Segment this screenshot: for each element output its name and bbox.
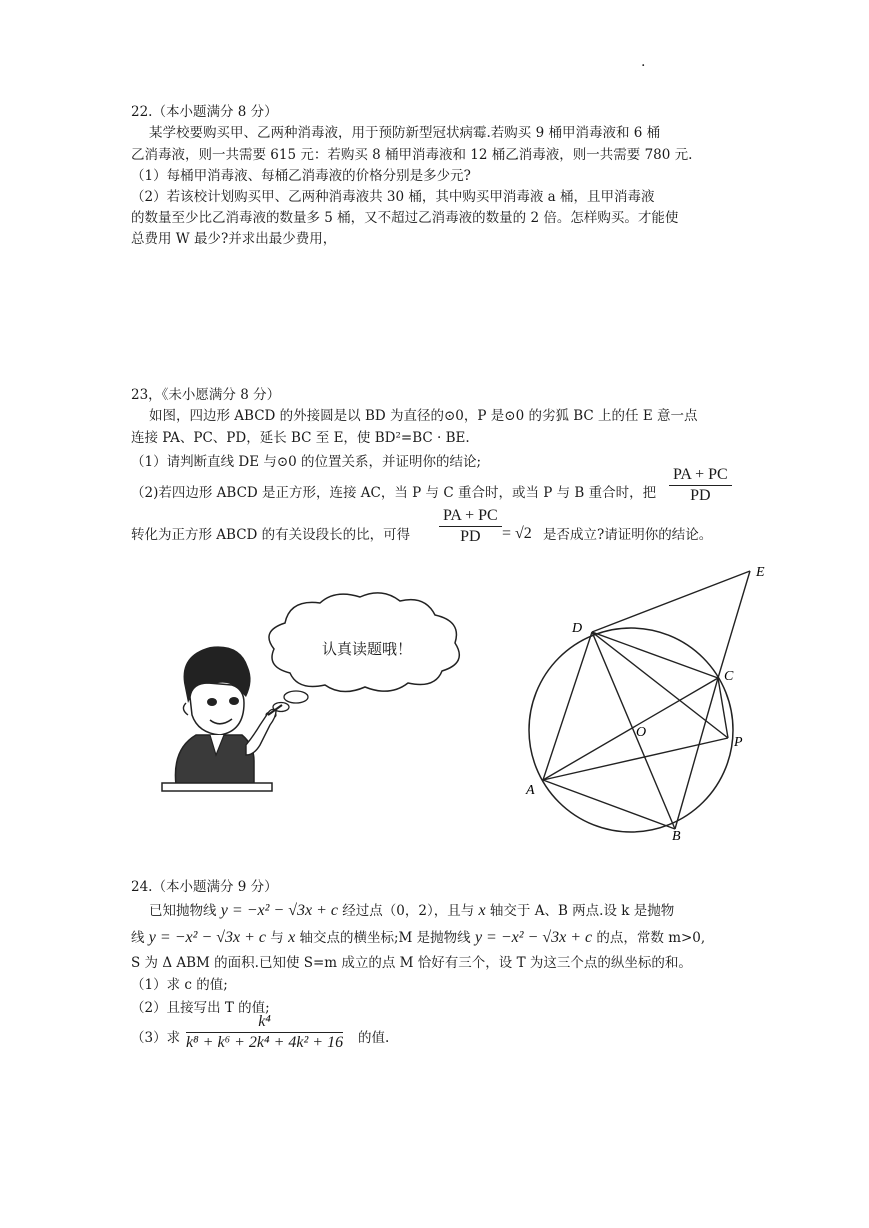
segment-ce bbox=[718, 571, 750, 678]
q23-title: 23，《未小愿满分 8 分） bbox=[131, 387, 281, 403]
label-c: C bbox=[724, 669, 734, 684]
q22-paragraph-2: 乙消毒液，则一共需要 615 元：若购买 8 桶甲消毒液和 12 桶乙消毒液，则一共需要 780 元. bbox=[131, 147, 693, 163]
q23-sub-2a: （2)若四边形 ABCD 是正方形，连接 AC，当 P 与 C 重合时，或当 P 与 B 重合时，把 bbox=[131, 485, 657, 501]
segment-bc bbox=[675, 678, 718, 829]
q23-sub-2b-pre: 转化为正方形 ABCD 的有关设段长的比，可得 bbox=[131, 527, 411, 543]
q24-parabola-2: y = −x² − √3x + c bbox=[148, 929, 266, 946]
q23-paragraph-2: 连接 PA、PC、PD，延长 BC 至 E，使 BD²=BC · BE. bbox=[131, 430, 470, 446]
q24-line-3: S 为 Δ ABM 的面积.已知使 S=m 成立的点 M 恰好有三个，设 T 为这三个点的纵坐标的和。 bbox=[131, 955, 692, 971]
q24-sub-1: （1）求 c 的值; bbox=[131, 977, 228, 993]
q24-l1-text-c: 轴交于 A、B 两点.设 k 是抛物 bbox=[489, 903, 675, 919]
geometry-figure bbox=[520, 560, 770, 845]
label-e: E bbox=[756, 565, 765, 580]
q22-sub-2b: 的数量至少比乙消毒液的数量多 5 桶，又不超过乙消毒液的数量的 2 倍。怎样购买。才能使 bbox=[131, 210, 679, 226]
fraction-denominator: PD bbox=[460, 528, 481, 545]
bubble-text: 认真读题哦！ bbox=[322, 640, 413, 658]
fraction-numerator: PA + PC bbox=[669, 466, 732, 486]
q22-sub-2c: 总费用 W 最少?并求出最少费用， bbox=[131, 231, 337, 247]
segment-pd bbox=[592, 632, 728, 738]
label-p: P bbox=[734, 735, 743, 750]
q24-l1-text-b: 经过点（0，2），且与 bbox=[342, 903, 475, 919]
segment-de bbox=[592, 571, 750, 632]
q24-l2-text-a: 线 bbox=[131, 930, 145, 946]
q22-title: 22.（本小题满分 8 分） bbox=[131, 104, 278, 120]
label-d: D bbox=[572, 621, 583, 636]
cartoon-boy-illustration bbox=[150, 585, 480, 800]
q24-line-2 bbox=[131, 928, 705, 948]
q24-fraction bbox=[186, 1013, 343, 1052]
label-b: B bbox=[672, 829, 681, 844]
q23-paragraph-1: 如图，四边形 ABCD 的外接圆是以 BD 为直径的⊙0，P 是⊙0 的劣狐 BC 上的任 E 意一点 bbox=[149, 408, 698, 424]
q24-sub-2: （2）且接写出 T 的值; bbox=[131, 1000, 270, 1016]
desk bbox=[162, 783, 272, 791]
q24-parabola-1: y = −x² − √3x + c bbox=[220, 902, 338, 919]
q23-sub-2b-post: 是否成立?请证明你的结论。 bbox=[543, 527, 713, 543]
header-dot: . bbox=[641, 54, 646, 70]
fraction-denominator: PD bbox=[690, 487, 711, 504]
boy-face bbox=[190, 683, 244, 735]
q23-equals-sqrt2: = √2 bbox=[502, 525, 532, 542]
q24-line-1 bbox=[149, 901, 674, 921]
thought-bubble-dot-1 bbox=[284, 691, 308, 703]
q24-x-symbol-1: x bbox=[478, 902, 486, 919]
q23-sub-1: （1）请判断直线 DE 与⊙0 的位置关系，并证明你的结论; bbox=[131, 454, 482, 470]
boy-eye-right bbox=[229, 697, 239, 705]
q22-paragraph-1: 某学校要购买甲、乙两种消毒液，用于预防新型冠状病霉.若购买 9 桶甲消毒液和 6 桶 bbox=[149, 125, 661, 141]
q22-sub-2a: （2）若该校计划购买甲、乙两种消毒液共 30 桶，其中购买甲消毒液 a 桶，且甲消毒液 bbox=[131, 189, 655, 205]
q24-l2-text-d: 的点，常数 m>0, bbox=[596, 930, 706, 946]
q24-sub-3-post: 的值. bbox=[358, 1030, 390, 1046]
boy-hand bbox=[246, 709, 276, 755]
q24-frac-denominator: k⁸ + k⁶ + 2k⁴ + 4k² + 16 bbox=[186, 1034, 344, 1051]
q24-l2-text-b: 与 bbox=[270, 930, 284, 946]
q24-l2-text-c: 轴交点的横坐标;M 是抛物线 bbox=[299, 930, 471, 946]
label-a: A bbox=[526, 783, 535, 798]
segment-pa bbox=[543, 738, 728, 780]
q24-frac-numerator: k⁴ bbox=[186, 1013, 343, 1033]
segment-ac bbox=[543, 678, 718, 780]
q23-fraction-2 bbox=[439, 507, 502, 546]
fraction-numerator: PA + PC bbox=[439, 507, 502, 527]
q24-l1-text-a: 已知抛物线 bbox=[149, 903, 217, 919]
boy-eye-left bbox=[207, 698, 217, 706]
segment-db bbox=[592, 632, 675, 829]
q23-fraction-1 bbox=[669, 466, 732, 505]
q24-parabola-3: y = −x² − √3x + c bbox=[474, 929, 593, 946]
q24-sub-3-pre: （3）求 bbox=[131, 1030, 181, 1046]
q24-x-symbol-2: x bbox=[288, 929, 296, 946]
boy-ear bbox=[183, 703, 188, 715]
q22-sub-1: （1）每桶甲消毒液、每桶乙消毒液的价格分别是多少元? bbox=[131, 168, 471, 184]
segment-da bbox=[543, 632, 592, 780]
q24-title: 24.（本小题满分 9 分） bbox=[131, 879, 278, 895]
label-o: O bbox=[636, 725, 647, 740]
segment-ab bbox=[543, 780, 675, 829]
